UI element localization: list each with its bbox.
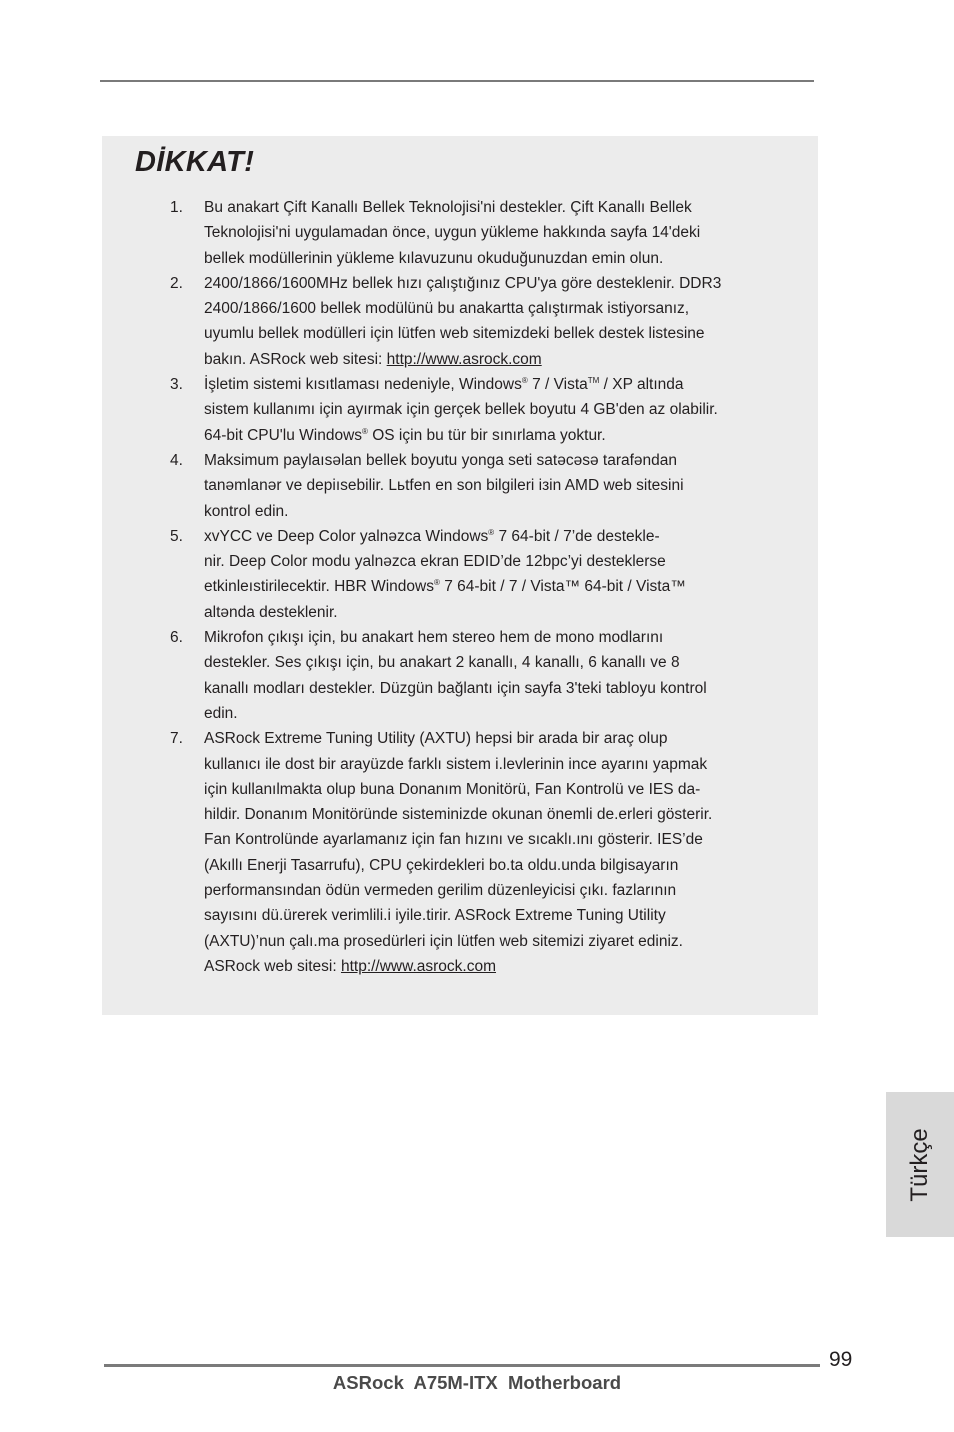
notice-title: DİKKAT! bbox=[135, 146, 255, 178]
item-number: 4. bbox=[170, 451, 183, 469]
asrock-website-link[interactable]: http://www.asrock.com bbox=[340, 957, 497, 975]
item-text-line: 2400/1866/1600 bellek modülünü bu anakartta çalıştırmak istiyorsanız, bbox=[204, 300, 690, 318]
text-fragment: 64-bit CPU'lu Windows bbox=[204, 426, 363, 444]
notice-item-7 bbox=[162, 726, 772, 979]
item-text-line: Maksimum paylaısəlan bellek boyutu yonga seti satəcəsə tarafəndan bbox=[204, 451, 678, 469]
item-text-line bbox=[204, 372, 772, 397]
notice-box bbox=[102, 136, 818, 1015]
item-text-line bbox=[204, 574, 772, 599]
item-text-line bbox=[204, 524, 772, 549]
item-number: 1. bbox=[170, 199, 183, 216]
notice-item-1 bbox=[162, 195, 772, 271]
item-text-line: altənda desteklenir. bbox=[204, 603, 338, 621]
text-fragment: İşletim sistemi kısıtlaması nedeniyle, Windows bbox=[204, 376, 522, 394]
registered-mark: ® bbox=[362, 426, 368, 436]
header-rule bbox=[100, 80, 814, 82]
item-text-line: sistem kullanımı için ayırmak için gerçek bellek boyutu 4 GB'den az olabilir. bbox=[204, 401, 718, 419]
language-tab bbox=[886, 1092, 954, 1237]
notice-list bbox=[162, 195, 772, 979]
item-text-line: Bu anakart Çift Kanallı Bellek Teknolojisi'ni destekler. Çift Kanallı Bellek bbox=[204, 199, 692, 216]
text-fragment: / XP altında bbox=[599, 376, 684, 394]
item-text-line: (Akıllı Enerji Tasarrufu), CPU çekirdekleri bo.ta oldu.unda bilgisayarın bbox=[204, 856, 679, 874]
item-text-line: Mikrofon çıkışı için, bu anakart hem stereo hem de mono modlarını bbox=[204, 629, 664, 647]
item-number: 6. bbox=[170, 629, 183, 647]
item-text-line: kullanıcı ile dost bir arayüzde farklı sistem i.levlerinin ince ayarını yapmak bbox=[204, 755, 708, 773]
item-number: 5. bbox=[170, 527, 183, 545]
item-text-line: hildir. Donanım Monitöründe sisteminizde okunan önemli de.erleri gösterir. bbox=[204, 806, 713, 824]
notice-item-6 bbox=[162, 625, 772, 726]
footer-rule bbox=[104, 1364, 820, 1367]
item-text-line: 2400/1866/1600MHz bellek hızı çalıştığınız CPU'ya göre desteklenir. DDR3 bbox=[204, 274, 722, 292]
notice-item-2 bbox=[162, 271, 772, 372]
trademark-mark: TM bbox=[587, 376, 600, 386]
item-text-line: ASRock Extreme Tuning Utility (AXTU) hepsi bir arada bir araç olup bbox=[204, 730, 668, 748]
item-text-line: tanəmlanər ve depiısebilir. Lьtfen en son bilgileri iзin AMD web sitesini bbox=[204, 477, 684, 495]
registered-mark: ® bbox=[433, 578, 440, 588]
text-fragment: etkinleıstirilecektir. HBR Windows bbox=[204, 578, 434, 596]
registered-mark: ® bbox=[521, 376, 528, 386]
text-fragment: 7 64-bit / 7’de destekle- bbox=[494, 527, 660, 545]
text-fragment: 7 / Vista bbox=[527, 376, 588, 394]
footer-title: ASRock A75M-ITX Motherboard bbox=[332, 1372, 622, 1393]
notice-item-3 bbox=[162, 372, 772, 448]
item-text-line: kontrol edin. bbox=[204, 502, 289, 520]
item-text-line bbox=[204, 347, 772, 372]
asrock-website-link[interactable]: http://www.asrock.com bbox=[386, 350, 542, 368]
item-text-line: (AXTU)’nun çalı.ma prosedürleri için lütfen web sitemizi ziyaret ediniz. bbox=[204, 932, 683, 950]
text-fragment: OS için bu tür bir sınırlama yoktur. bbox=[367, 426, 606, 444]
notice-item-5 bbox=[162, 524, 772, 625]
link-prefix: ASRock web sitesi: bbox=[204, 957, 341, 975]
item-text-line: destekler. Ses çıkışı için, bu anakart 2 kanallı, 4 kanallı, 6 kanallı ve 8 bbox=[204, 654, 680, 672]
item-text-line: performansından ödün vermeden gerilim düzenleyicisi çıkı. fazlarının bbox=[204, 882, 677, 900]
text-fragment: 7 64-bit / 7 / Vista™ 64-bit / Vista™ bbox=[439, 578, 686, 596]
item-text-line: Fan Kontrolünde ayarlamanız için fan hızını ve sıcaklı.ını gösterir. IES’de bbox=[204, 831, 703, 849]
item-number: 2. bbox=[170, 274, 183, 292]
item-text-line: sayısını dü.ürerek verimlili.i iyile.tirir. ASRock Extreme Tuning Utility bbox=[204, 907, 666, 925]
item-text-line: Teknolojisi'ni uygulamadan önce, uygun yükleme hakkında sayfa 14'deki bbox=[204, 224, 701, 242]
notice-item-4 bbox=[162, 448, 772, 524]
language-tab-label: Türkçe bbox=[906, 1127, 933, 1202]
link-prefix: bakın. ASRock web sitesi: bbox=[204, 350, 387, 368]
item-text-line: edin. bbox=[204, 704, 238, 722]
item-number: 7. bbox=[170, 730, 183, 748]
text-fragment: xvYCC ve Deep Color yalnəzca Windows bbox=[204, 527, 489, 545]
item-text-line: bellek modüllerinin yükleme kılavuzunu okuduğunuzdan emin olun. bbox=[204, 249, 664, 267]
item-text-line: uyumlu bellek modülleri için lütfen web sitemizdeki bellek destek listesine bbox=[204, 325, 705, 343]
page-number: 99 bbox=[829, 1348, 853, 1371]
item-number: 3. bbox=[170, 376, 183, 394]
item-text-line: için kullanılmakta olup buna Donanım Monitörü, Fan Kontrolü ve IES da- bbox=[204, 780, 701, 798]
item-text-line: nir. Deep Color modu yalnəzca ekran EDID’de 12bpc’yi desteklerse bbox=[204, 553, 666, 571]
item-text-line bbox=[204, 954, 772, 979]
registered-mark: ® bbox=[488, 527, 495, 537]
item-text-line bbox=[204, 423, 772, 448]
item-text-line: kanallı modları destekler. Düzgün bağlantı için sayfa 3'teki tabloyu kontrol bbox=[204, 679, 707, 697]
